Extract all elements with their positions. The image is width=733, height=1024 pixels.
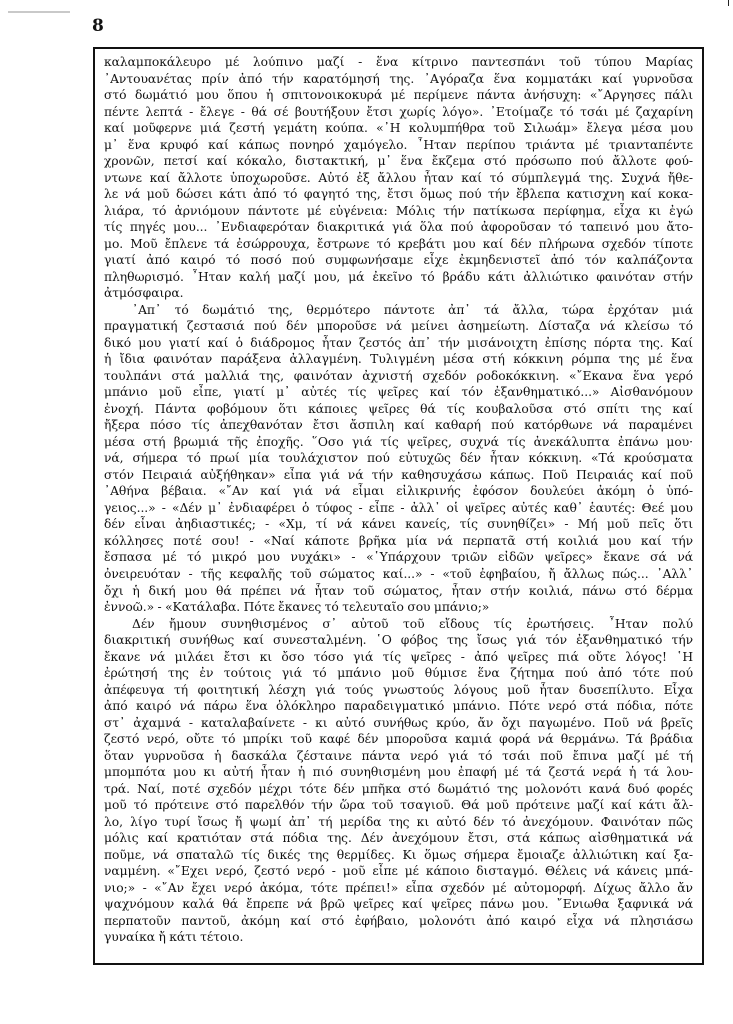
text-line: ζεστό νερό, οὔτε τό μπρίκι τοῦ καφέ δέν μποροῦσα καμιά φορά νά θερμάνω. Τά βράδια	[104, 732, 693, 747]
text-line: ᾿Απ᾿ τό δωμάτιό της, θερμότερο πάντοτε ἀπ᾿ τά ἄλλα, τώρα ἐρχόταν μιά	[132, 302, 693, 317]
text-line: μο. Μοῦ ἔπλενε τά ἐσώρρουχα, ἔστρωνε τό κρεβάτι μου καί δέν πλήρωνα σχεδόν τίποτε	[104, 236, 693, 251]
text-line: μέσα στή βρωμιά τῆς ἐποχῆς. ῞Οσο γιά τίς ψεῖρες, συχνά τίς ἀνεκάλυπτα ἐπάνω μου·	[104, 434, 693, 449]
text-line: νιο;» - «῎Αν ἔχει νερό ἀκόμα, τότε πρέπει!» εἶπα σχεδόν μέ αὐτομορφή. Δίχως ἄλλο ἄν	[104, 880, 693, 895]
text-line: ποῦμε, νά σπαταλῶ τίς δικές της θερμίδες. Κι ὅμως σήμερα ἔμοιαζε ἀλλιώτικη καί ξα-	[104, 847, 693, 862]
text-line: περπατοῦν παντοῦ, ἀκόμη καί στό ἐφήβαιο, μολονότι ἀπό καιρό εἶχα νά πλησιάσω	[104, 913, 693, 928]
text-line: τρά. Ναί, ποτέ σχεδόν μέχρι τότε δέν μπῆκα στό δωμάτιό της μολονότι κανά δυό φορές	[104, 781, 693, 796]
paragraph-2	[104, 302, 693, 616]
paragraph-1	[104, 54, 693, 302]
text-line: γυναίκα ἤ κάτι τέτοιο.	[104, 930, 244, 945]
text-line: ἤξερα πόσο τίς ἀπεχθανόταν ἔτσι ἄσπιλη καί καθαρή πού κατόρθωνε νά παραμένει	[104, 418, 693, 433]
text-line: ψαχνόμουν καλά θά ἔπρεπε νά βρῶ ψεῖρες καί ψεῖρες πάνω μου. ῎Ενιωθα ξαφνικά νά	[104, 897, 693, 912]
text-frame	[93, 47, 704, 965]
text-line: καί μοῦφερνε μιά ζεστή γεμάτη κούπα. «᾿Η κολυμπήθρα τοῦ Σιλωάμ» ἔλεγα μέσα μου	[104, 121, 693, 136]
text-line: ἐρώτησή της ἐν τούτοις γιά τό μπάνιο μοῦ θύμισε ἕνα ζήτημα πού ἀπό τότε πού	[104, 666, 693, 681]
text-line: Δέν ἤμουν συνηθισμένος σ᾿ αὐτοῦ τοῦ εἴδους τίς ἐρωτήσεις. ῏Ηταν πολύ	[132, 616, 693, 631]
header-rule	[8, 11, 70, 13]
text-line: δέν εἶναι ἀηδιαστικές; - «Χμ, τί νά κάνει κανείς, τίς συνηθίζει» - Μή μοῦ πεῖς ὅτι	[104, 517, 693, 532]
text-line: ὅταν γυρνοῦσα ἡ δασκάλα ζέσταινε πάντα νερό γιά τό τσάι ποῦ ἔπινα μαζί μέ τή	[104, 748, 693, 763]
text-line: λο, λίγο τυρί ἴσως ἤ ψωμί ἀπ᾿ τή μερίδα της κι αὐτό δέν τό ἀνεχόμουν. Φαινόταν πῶς	[104, 814, 693, 829]
text-line: τίς πηγές μου... ᾿Ενδιαφερόταν διακριτικά γιά ὅλα πού ἀφοροῦσαν τό ταπεινό μου ἄτο-	[104, 220, 693, 235]
text-line: στό δωμάτιό μου ὅπου ἡ σπιτονοικοκυρά μέ περίμενε πάντα ἀνήσυχη: «῎Αργησες πάλι	[104, 88, 693, 103]
text-line: ὄχι ἡ δική μου θά πρέπει νά ἦταν τοῦ σώματος, ἦταν στήν κοιλιά, πάνω στό δέρμα	[104, 583, 693, 598]
text-line: καλαμποκάλευρο μέ λούπινο μαζί - ἕνα κίτρινο παντεσπάνι τοῦ τύπου Μαρίας	[104, 55, 693, 69]
text-line: χρονῶν, πετσί καί κόκαλο, διστακτική, μ᾿ ἕνα ἔκζεμα στό πρόσωπο πού ἄλλοτε φού-	[104, 154, 693, 169]
text-line: νά, σήμερα τό πρωί μία τουλάχιστον πού εὐτυχῶς δέν ἦταν κόκκινη. «Τά κρούσματα	[104, 451, 693, 466]
text-line: πραγματική ζεστασιά πού δέν μποροῦσε νά μείνει ἀσημείωτη. Δίσταζα νά κλείσω τό	[104, 319, 693, 334]
text-line: ἐννοῶ.» - «Κατάλαβα. Πότε ἔκανες τό τελευταῖο σου μπάνιο;»	[104, 600, 490, 615]
text-line: γιατί ἀπό καιρό τό ποσό πού συμφωνήσαμε εἶχε ἐκμηδενιστεῖ ἀπό τόν καλπάζοντα	[104, 253, 693, 268]
text-line: ντωνε καί ἄλλοτε ὑποχωροῦσε. Αὐτό ἐξ ἄλλου ἦταν καί τό σύμπλεγμά της. Συχνά ἤθε-	[104, 170, 693, 185]
text-line: λε νά μοῦ δώσει κάτι ἀπό τό φαγητό της, ἔτσι ὅμως πού τήν ἔβλεπα κατισχνη καί κοκα-	[104, 187, 693, 202]
text-line: διακριτική συνήθως καί συνεσταλμένη. ῾Ο φόβος της ἴσως γιά τόν ἐξανθηματικό τήν	[104, 633, 693, 648]
text-line: ἡ ἴδια φαινόταν παράξενα ἀλλαγμένη. Τυλιγμένη μέσα στή κόκκινη ρόμπα της μέ ἕνα	[104, 352, 693, 367]
text-line: τουλπάνι στά μαλλιά της, φαινόταν ἀχνιστή σχεδόν ροδοκόκκινη. «῎Εκανα ἕνα γερό	[104, 368, 693, 383]
text-line: μπομπότα μου κι αὐτή ἦταν ἡ πιό συνηθισμένη μου ἐπαφή μέ τά ζεστά νερά ἡ τά λου-	[104, 765, 693, 780]
page-number: 8	[92, 16, 104, 36]
text-line: ἀτμόσφαιρα.	[104, 286, 184, 301]
text-line: ἔσπασα μέ τό μικρό μου νυχάκι» - «῾Υπάρχουν τριῶν εἰδῶν ψεῖρες» ἔκανε σά νά	[104, 550, 693, 565]
paragraph-3	[104, 616, 693, 946]
text-line: πληθωρισμό. ῏Ηταν καλή μαζί μου, μά ἐκεῖνο τό βράδυ κάτι ἀλλιώτικο φαινόταν στήν	[104, 269, 693, 284]
text-line: δικό μου γιατί καί ὁ διάδρομος ἦταν ζεστός ἀπ᾿ τήν μισάνοιχτη ἐπίσης πόρτα της. Καί	[104, 335, 693, 350]
text-line: μοῦ τό πρότεινε στό παρελθόν τήν ὥρα τοῦ τσαγιοῦ. Θά μοῦ πρότεινε μαζί καί κάτι ἄλ-	[104, 798, 693, 813]
text-line: ὀνειρευόταν - τῆς κεφαλῆς τοῦ σώματος καί...» - «τοῦ ἐφηβαίου, ἤ ἄλλως πώς... ᾿Αλλ᾿	[104, 566, 693, 581]
text-line: ἐνοχή. Πάντα φοβόμουν ὅτι κάποιες ψεῖρες θά τίς κουβαλοῦσα στό σπίτι της καί	[104, 401, 693, 416]
corner-mark	[728, 0, 729, 6]
text-line: κόλλησες ποτέ σου! - «Ναί κάποτε βρῆκα μία νά περπατᾶ στή κοιλιά μου καί τήν	[104, 533, 693, 548]
text-line: στ᾿ ἀχαμνά - καταλαβαίνετε - κι αὐτό συνήθως κρύο, ἄν ὄχι παγωμένο. Ποῦ νά βρεῖς	[104, 715, 693, 730]
text-line: ἀπό καιρό νά πάρω ἕνα ὁλόκληρο παραδειγματικό μπάνιο. Πότε νερό στά πόδια, πότε	[104, 699, 693, 714]
text-line: ἔκανε νά μιλάει ἔτσι κι ὄσο τόσο γιά τίς ψεῖρες - ἀπό ψεῖρες πιά οὔτε λόγος! ῾Η	[104, 649, 693, 664]
text-line: μπάνιο μοῦ εἶπε, γιατί μ᾿ αὐτές τίς ψεῖρες καί τόν ἐξανθηματικό...» Αἰσθανόμουν	[104, 385, 693, 400]
text-line: ἀπέφευγα τή φοιτητική λέσχη γιά τούς γνωστούς λόγους μοῦ ἦταν δυσεπίλυτο. Εἶχα	[104, 682, 693, 697]
text-line: ναμμένη. «῎Εχει νερό, ζεστό νερό - μοῦ εἶπε μέ κάποιο δισταγμό. Θέλεις νά κάνεις μπά-	[104, 864, 693, 879]
text-line: μόλις καί κρατιόταν στά πόδια της. Δέν ἀνεχόμουν ἔτσι, στά κάπως αἰσθηματικά νά	[104, 831, 693, 846]
text-line: στόν Πειραιά αὐξήθηκαν» εἶπα γιά νά τήν καθησυχάσω κάπως. Ποῦ Πειραιάς καί ποῦ	[104, 467, 693, 482]
text-line: ᾿Αθήνα βέβαια. «῎Αν καί γιά νά εἶμαι εἰλικρινής ἐφόσον δουλεύει ἀκόμη ὁ ὑπό-	[104, 484, 693, 499]
text-line: πέντε λεπτά - ἔλεγε - θά σέ βουτήξουν ἔτσι χωρίς λόγο». ᾿Ετοίμαζε τό τσάι μέ ζαχαρίνη	[104, 104, 693, 119]
text-line: ᾿Αντουανέτας πρίν ἀπό τήν καρατόμησή της. ᾿Αγόραζα ἕνα κομματάκι καί γυρνοῦσα	[104, 71, 693, 86]
text-line: γειος...» - «Δέν μ᾿ ἐνδιαφέρει ὁ τύφος - εἶπε - ἀλλ᾿ οἱ ψεῖρες αὐτές καθ᾿ ἑαυτές: Θεέ μου	[104, 500, 693, 515]
text-line: λιάρα, τό ἀρνιόμουν πάντοτε μέ εὐγένεια: Μόλις τήν πατίκωσα περίφημα, εἶχα κι ἐγώ	[104, 203, 693, 218]
text-line: μ᾿ ἕνα κρυφό καί κάπως πονηρό χαμόγελο. ῏Ηταν περίπου τριάντα μέ τριανταπέντε	[104, 137, 693, 152]
